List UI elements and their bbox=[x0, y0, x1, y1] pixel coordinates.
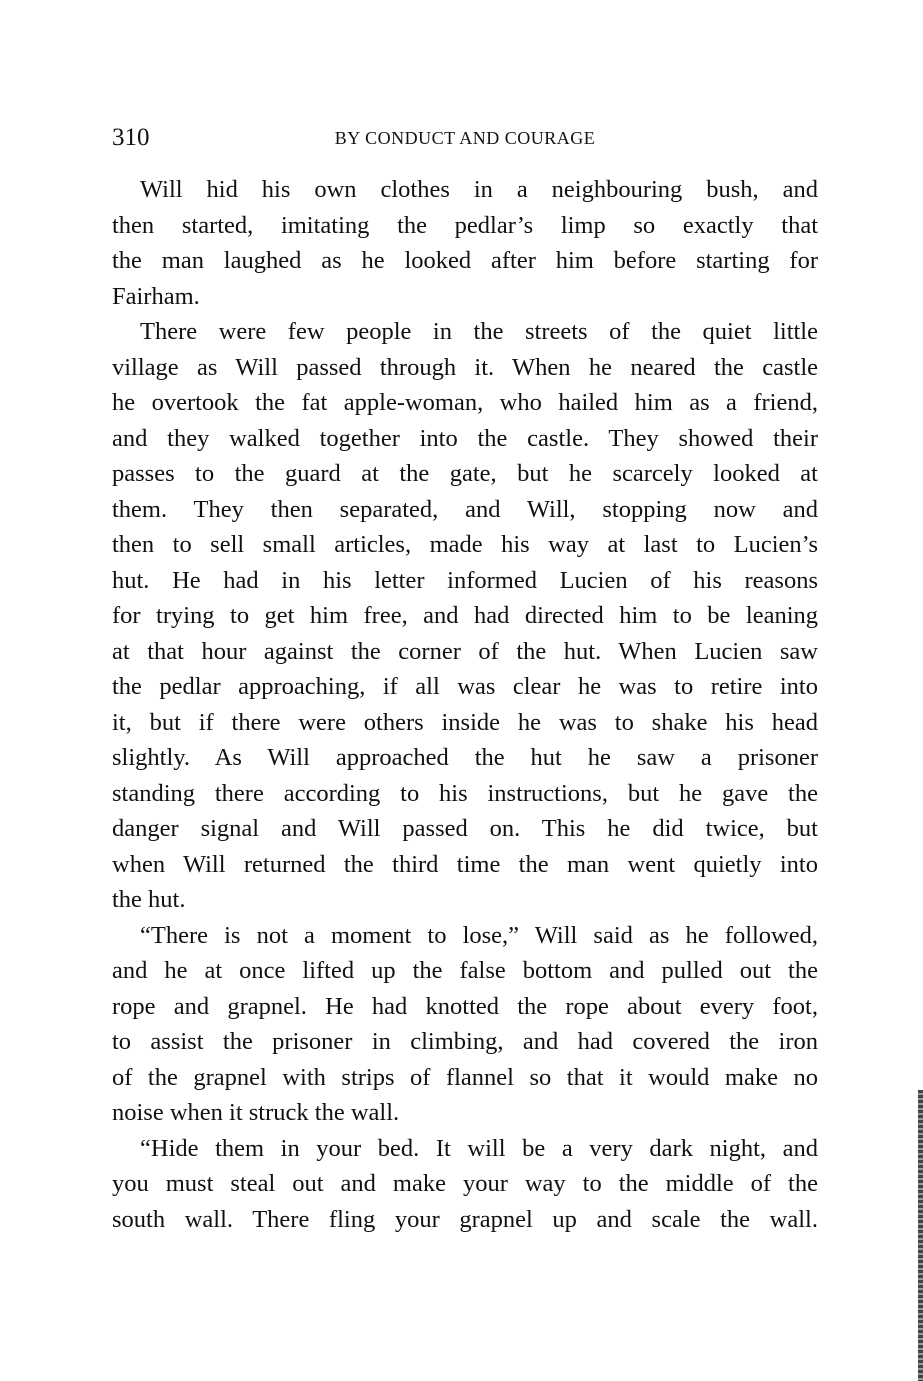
text-line: them. They then separated, and Will, stopping now and bbox=[112, 495, 818, 523]
text-line: village as Will passed through it. When he neared the castle bbox=[112, 353, 818, 381]
text-line: south wall. There fling your grapnel up and scale the wall. bbox=[112, 1205, 818, 1233]
paragraph-1 bbox=[112, 172, 818, 314]
text-line: of the grapnel with strips of flannel so that it would make no bbox=[112, 1063, 818, 1091]
text-line: for trying to get him free, and had directed him to be leaning bbox=[112, 602, 818, 629]
paragraph-4 bbox=[112, 1131, 818, 1238]
text-line: passes to the guard at the gate, but he scarcely looked at bbox=[112, 460, 818, 487]
text-line: danger signal and Will passed on. This he did twice, but bbox=[112, 815, 818, 842]
text-line: to assist the prisoner in climbing, and had covered the iron bbox=[112, 1028, 818, 1055]
text-line: “There is not a moment to lose,” Will said as he followed, bbox=[140, 921, 818, 949]
page-number: 310 bbox=[112, 124, 150, 151]
text-line: and he at once lifted up the false bottom and pulled out the bbox=[112, 957, 818, 984]
paragraph-3 bbox=[112, 918, 818, 1131]
text-line: the man laughed as he looked after him before starting for bbox=[112, 247, 818, 274]
text-line: the pedlar approaching, if all was clear he was to retire into bbox=[112, 673, 818, 700]
running-title: BY CONDUCT AND COURAGE bbox=[334, 128, 596, 148]
text-line: then started, imitating the pedlar’s limp so exactly that bbox=[112, 211, 818, 239]
text-line: Will hid his own clothes in a neighbouring bush, and bbox=[140, 176, 818, 203]
text-line: rope and grapnel. He had knotted the rope about every foot, bbox=[112, 992, 818, 1020]
text-line: noise when it struck the wall. bbox=[112, 1099, 400, 1126]
text-line: slightly. As Will approached the hut he saw a prisoner bbox=[112, 744, 818, 771]
text-line: at that hour against the corner of the hut. When Lucien saw bbox=[112, 637, 818, 665]
text-line: it, but if there were others inside he was to shake his head bbox=[112, 708, 818, 736]
text-line: standing there according to his instructions, but he gave the bbox=[112, 779, 818, 807]
text-line: the hut. bbox=[112, 886, 186, 913]
text-line: and they walked together into the castle. They showed their bbox=[112, 424, 818, 452]
text-line: “Hide them in your bed. It will be a very dark night, and bbox=[140, 1134, 818, 1162]
body-text bbox=[112, 172, 818, 1237]
text-line: then to sell small articles, made his way at last to Lucien’s bbox=[112, 531, 818, 558]
page-header bbox=[112, 124, 818, 156]
text-line: hut. He had in his letter informed Lucien of his reasons bbox=[112, 566, 818, 594]
page-edge-scan-artifact bbox=[918, 1090, 923, 1381]
text-line: Fairham. bbox=[112, 282, 200, 310]
text-line: when Will returned the third time the man went quietly into bbox=[112, 850, 818, 878]
text-line: he overtook the fat apple-woman, who hailed him as a friend, bbox=[112, 389, 818, 416]
paragraph-2 bbox=[112, 314, 818, 918]
text-line: There were few people in the streets of the quiet little bbox=[140, 318, 818, 345]
text-line: you must steal out and make your way to the middle of the bbox=[112, 1170, 818, 1197]
